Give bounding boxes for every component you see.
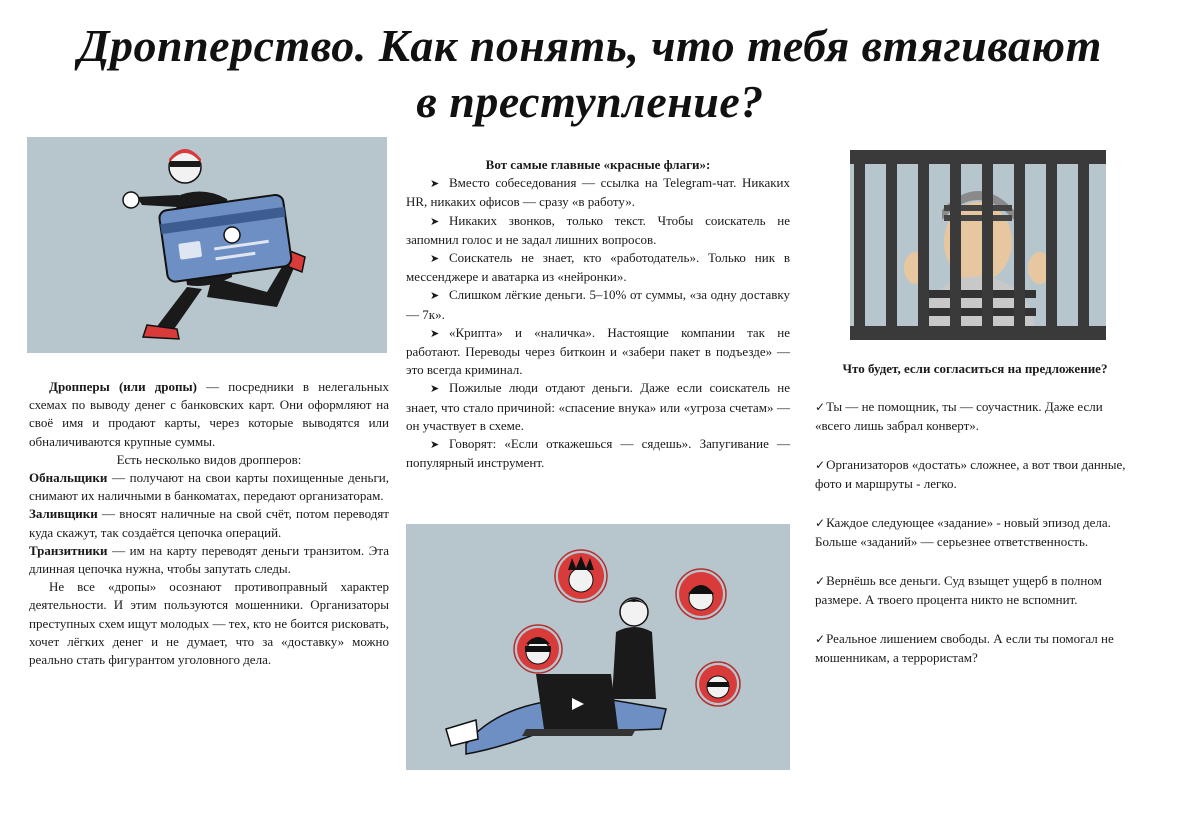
red-flag-item [406, 212, 790, 249]
thief-illustration [27, 137, 387, 353]
consequence-text: Ты — не помощник, ты — соучастник. Даже если «всего лишь забрал конверт». [815, 399, 1103, 433]
type-text: — вносят наличные на свой счёт, потом переводят куда скажут, так создаётся цепочка операций. [29, 506, 389, 540]
consequence-item [815, 572, 1135, 609]
arrow-icon: ➤ [430, 177, 440, 191]
red-flag-text: Вместо собеседования — ссылка на Telegram-чат. Никаких HR, никаких офисов — сразу «в работу». [406, 175, 790, 210]
check-icon: ✓ [815, 574, 826, 588]
consequence-item [815, 514, 1135, 551]
consequence-item [815, 398, 1135, 435]
scammer-face-2 [517, 628, 559, 670]
page-title [20, 18, 1160, 130]
consequence-text: Вернёшь все деньги. Суд взыщет ущерб в полном размере. А твоего процента никто не вспомнит. [815, 573, 1102, 607]
red-flag-item [406, 435, 790, 472]
red-flag-item [406, 379, 790, 435]
type-term: Заливщики [29, 506, 98, 522]
red-flag-item [406, 324, 790, 380]
consequence-text: Каждое следующее «задание» - новый эпизод дела. Больше «заданий» — серьезнее ответственность. [815, 515, 1111, 549]
red-flag-text: Соискатель не знает, кто «работодатель». Только ник в мессенджере и аватарка из «нейронки». [406, 250, 790, 285]
red-flag-item [406, 286, 790, 323]
consequence-text: Организаторов «достать» сложнее, а вот твои данные, фото и маршруты - легко. [815, 457, 1126, 491]
consequence-item [815, 456, 1135, 493]
jail-illustration [850, 150, 1106, 340]
arrow-icon: ➤ [430, 214, 440, 228]
type-item [29, 469, 389, 505]
middle-column [406, 156, 790, 472]
droppers-definition [29, 378, 389, 451]
type-text: — им на карту переводят деньги транзитом. Эта длинная цепочка нужна, чтобы запутать следы. [29, 542, 389, 577]
title-line-2: в преступление? [416, 76, 764, 127]
types-intro: Есть несколько видов дропперов: [116, 451, 302, 467]
red-flag-item [406, 174, 790, 211]
title-line-1: Дропперство. Как понять, что тебя втягивают [78, 20, 1102, 71]
arrow-icon: ➤ [430, 382, 440, 396]
red-flag-text: Слишком лёгкие деньги. 5–10% от суммы, «за одну доставку — 7к». [406, 287, 790, 322]
closing-paragraph: Не все «дропы» осознают противоправный характер деятельности. И этим пользуются мошенники. Организаторы преступных схем ищут молодых — тех, кто не боится рисковать, хочет лёгких денег и не думает, что за «доставку» можно реально стать фигурантом уголовного дела. [29, 579, 389, 668]
type-term: Транзитники [29, 542, 108, 558]
droppers-text: — посредники в нелегальных схемах по выводу денег с банковских карт. Они оформляют на своё имя и продают карты, через которые выводятся или обналичиваются крупные суммы. [29, 379, 390, 449]
red-flag-item [406, 249, 790, 286]
check-icon: ✓ [815, 400, 826, 414]
red-flag-text: Говорят: «Если откажешься — сядешь». Запугивание — популярный инструмент. [406, 436, 790, 471]
arrow-icon: ➤ [430, 289, 440, 303]
check-icon: ✓ [815, 632, 826, 646]
red-flag-text: Пожилые люди отдают деньги. Даже если соискатель не знает, что стало причиной: «спасение внука» или «угроза счетам» — он участвует в схеме. [406, 380, 790, 433]
droppers-term: Дропперы (или дропы) [49, 379, 197, 394]
red-flag-text: Никаких звонков, только текст. Чтобы соискатель не запомнил голос и не задал лишних вопросов. [406, 212, 790, 247]
arrow-icon: ➤ [430, 252, 440, 266]
consequence-item [815, 630, 1135, 667]
type-item [29, 505, 389, 541]
red-flag-text: «Крипта» и «наличка». Настоящие компании так не работают. Переводы через биткоин и «забери пакет в подъезде» — это всегда криминал. [406, 324, 790, 378]
check-icon: ✓ [815, 516, 826, 530]
scammer-face-3 [679, 572, 723, 616]
arrow-icon: ➤ [430, 438, 440, 452]
check-icon: ✓ [815, 458, 826, 472]
right-column [815, 360, 1135, 688]
scammer-face-4 [699, 665, 737, 703]
type-term: Обнальщики [29, 470, 108, 486]
type-text: — получают на свои карты похищенные деньги, снимают их наличными в банкоматах, передают организаторам. [29, 470, 389, 504]
consequences-heading: Что будет, если согласиться на предложение? [842, 361, 1108, 376]
left-column [29, 378, 389, 669]
consequence-text: Реальное лишением свободы. А если ты помогал не мошенникам, а террористам? [815, 631, 1114, 665]
red-flags-heading: Вот самые главные «красные флаги»: [485, 157, 711, 172]
arrow-icon: ➤ [430, 326, 440, 340]
scammer-face-1 [558, 553, 604, 599]
type-item [29, 542, 389, 578]
laptop-scammers-illustration [406, 524, 790, 770]
